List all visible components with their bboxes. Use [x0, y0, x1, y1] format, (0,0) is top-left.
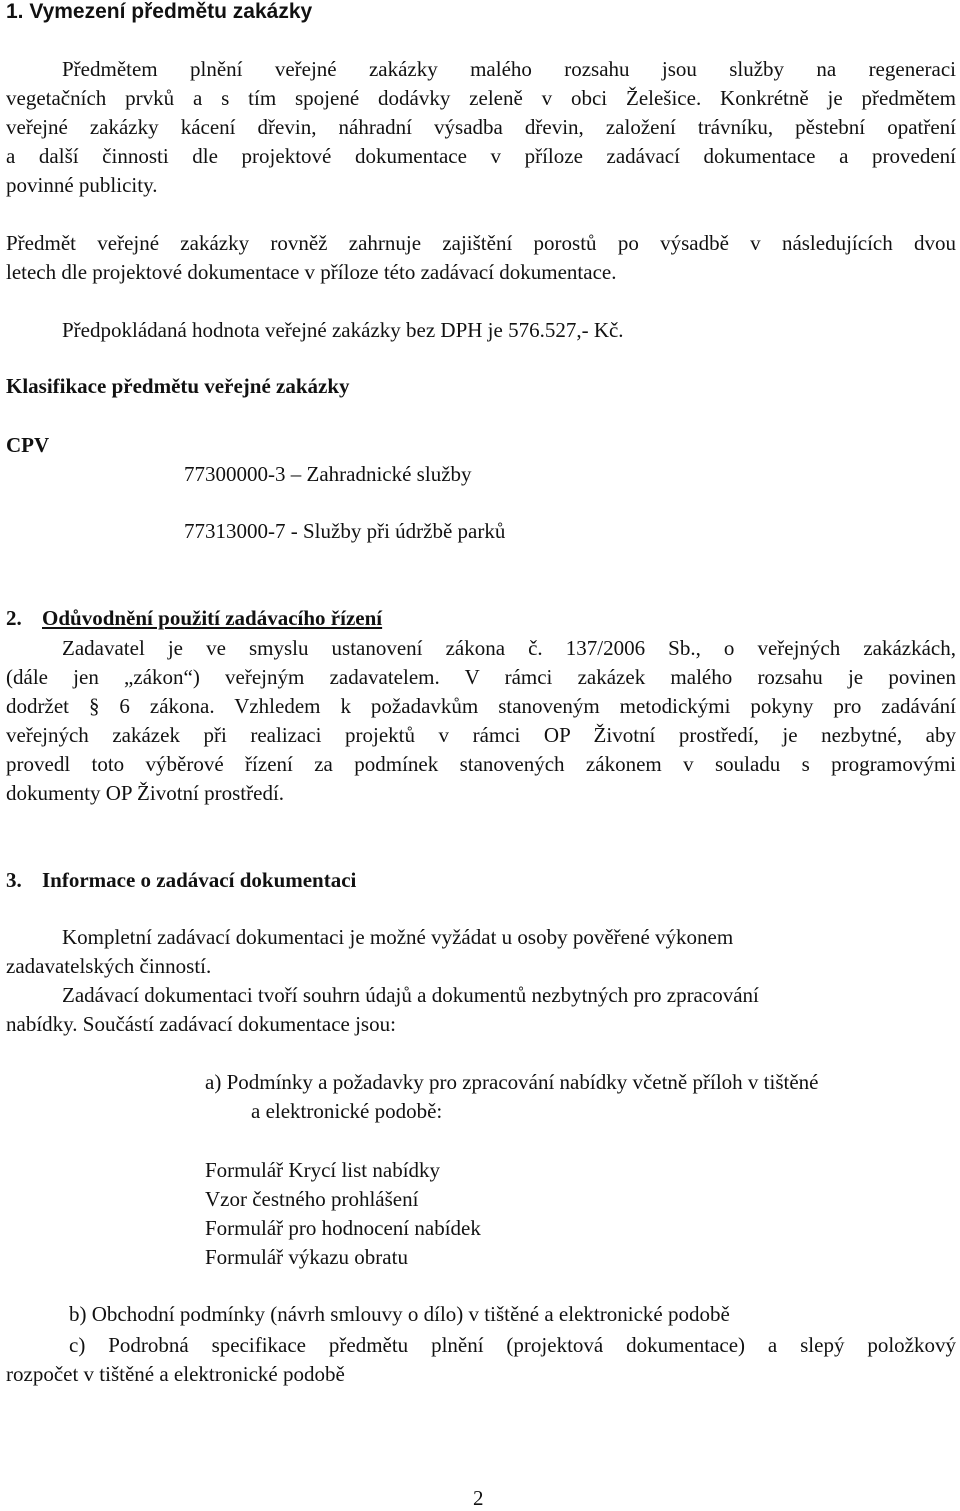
section-2-heading: Odůvodnění použití zadávacího řízení — [42, 606, 383, 630]
cpv-code-1: 77300000-3 – Zahradnické služby — [184, 462, 472, 486]
section-3-para-1-line-2: zadavatelských činností. — [6, 954, 212, 978]
text-line: letech dle projektové dokumentace v příloze této zadávací dokumentace. — [6, 260, 617, 284]
text-line: vegetačních prvků a s tím spojené dodávky zeleně v obci Želešice. Konkrétně je předmětem — [6, 86, 956, 110]
list-item: Vzor čestného prohlášení — [205, 1187, 419, 1211]
text-line: Zadavatel je ve smyslu ustanovení zákona č. 137/2006 Sb., o veřejných zakázkách, — [62, 636, 956, 660]
form-list — [205, 1156, 481, 1272]
item-b: b) Obchodní podmínky (návrh smlouvy o dílo) v tištěné a elektronické podobě — [69, 1302, 730, 1326]
text-line: dodržet § 6 zákona. Vzhledem k požadavkům stanoveným metodickými pokyny pro zadávání — [6, 694, 956, 718]
text-line: c) Podrobná specifikace předmětu plnění (projektová dokumentace) a slepý položkový — [69, 1333, 956, 1357]
text-line: a další činnosti dle projektové dokumentace v příloze zadávací dokumentace a provedení — [6, 144, 956, 168]
section-3-heading: Informace o zadávací dokumentaci — [42, 868, 357, 892]
section-1-paragraph-1 — [6, 55, 956, 200]
section-1-heading: 1. Vymezení předmětu zakázky — [6, 0, 313, 23]
section-3-number: 3. — [6, 868, 22, 892]
section-3-para-2-line-1: Zadávací dokumentaci tvoří souhrn údajů a dokumentů nezbytných pro zpracování — [62, 983, 759, 1007]
text-line: veřejné zakázky kácení dřevin, náhradní výsadba dřevin, založení trávníku, pěstební opatření — [6, 115, 956, 139]
text-line: povinné publicity. — [6, 173, 158, 197]
list-item: Formulář pro hodnocení nabídek — [205, 1216, 481, 1240]
section-1-paragraph-2 — [6, 229, 956, 287]
section-3-para-2-line-2: nabídky. Součástí zadávací dokumentace jsou: — [6, 1012, 396, 1036]
text-line: Předmět veřejné zakázky rovněž zahrnuje zajištění porostů po výsadbě v následujících dvou — [6, 231, 956, 255]
text-line: dokumenty OP Životní prostředí. — [6, 781, 285, 805]
page-number: 2 — [473, 1486, 484, 1510]
item-a-line-2: a elektronické podobě: — [251, 1099, 443, 1123]
cpv-label: CPV — [6, 433, 50, 457]
list-item: Formulář výkazu obratu — [205, 1245, 408, 1269]
item-c — [6, 1331, 956, 1389]
text-line: Předmětem plnění veřejné zakázky malého rozsahu jsou služby na regeneraci — [62, 57, 956, 81]
section-2-number: 2. — [6, 606, 22, 630]
section-3-para-1-line-1: Kompletní zadávací dokumentaci je možné vyžádat u osoby pověřené výkonem — [62, 925, 734, 949]
item-a-line-1: a) Podmínky a požadavky pro zpracování nabídky včetně příloh v tištěné — [205, 1070, 819, 1094]
text-line: provedl toto výběrové řízení za podmínek stanovených zákonem v souladu s programovými — [6, 752, 956, 776]
text-line: veřejných zakázek při realizaci projektů v rámci OP Životní prostředí, je nezbytné, aby — [6, 723, 956, 747]
text-line: rozpočet v tištěné a elektronické podobě — [6, 1362, 345, 1386]
text-line: (dále jen „zákon“) veřejným zadavatelem. V rámci zakázek malého rozsahu je povinen — [6, 665, 956, 689]
cpv-code-2: 77313000-7 - Služby při údržbě parků — [184, 519, 506, 543]
list-item: Formulář Krycí list nabídky — [205, 1158, 441, 1182]
classification-heading: Klasifikace předmětu veřejné zakázky — [6, 374, 350, 398]
estimated-value: Předpokládaná hodnota veřejné zakázky bez DPH je 576.527,- Kč. — [62, 318, 624, 342]
section-2-paragraph — [6, 634, 956, 808]
